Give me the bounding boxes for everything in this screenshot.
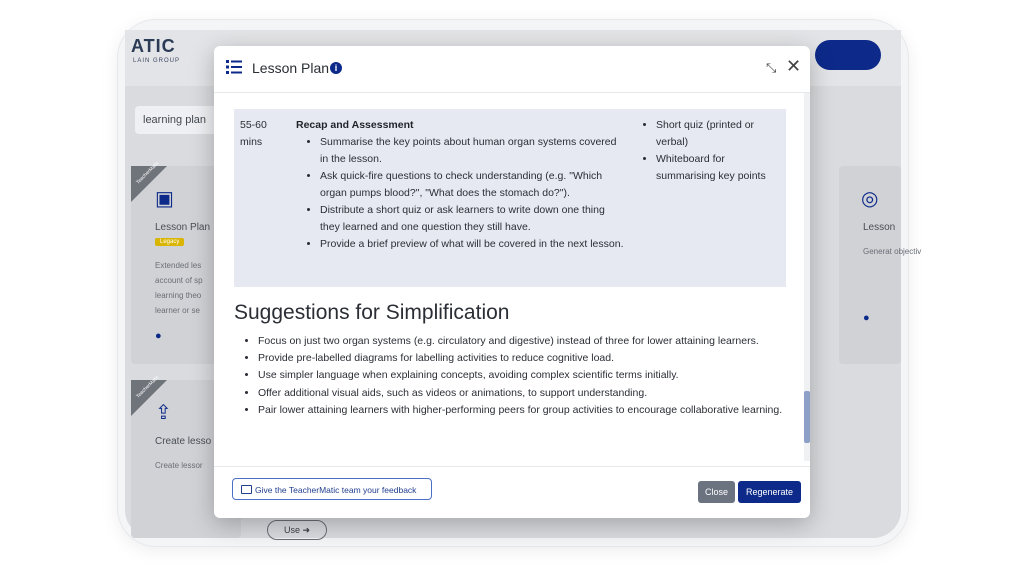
recap-time: 55-60 mins [240, 119, 267, 148]
close-button[interactable]: Close [698, 481, 735, 503]
suggestions-list [234, 333, 814, 419]
use-button[interactable]: Use ➜ [267, 520, 327, 540]
minimize-icon[interactable]: ⤡ [766, 60, 777, 75]
card-title: Lesson [863, 222, 896, 233]
share-icon: ⇪ [155, 402, 172, 424]
list-icon [226, 60, 242, 74]
lesson-plan-modal [214, 46, 810, 518]
search-input[interactable]: learning plan [135, 106, 253, 134]
target-icon: ◎ [861, 188, 879, 210]
recap-row [234, 109, 786, 287]
info-icon[interactable]: ● [155, 330, 162, 342]
list-item: • Offer additional visual aids, such as videos or animations, to support understanding. [258, 385, 814, 402]
card-description: Create lessor [155, 461, 203, 470]
regenerate-button[interactable]: Regenerate [738, 481, 801, 503]
legacy-badge: Legacy [155, 238, 184, 246]
header-action-button[interactable] [815, 40, 881, 70]
recap-list [296, 134, 626, 253]
card-description: Extended les account of sp learning theo learner or se [155, 261, 203, 315]
suggestions-heading: Suggestions for Simplification [234, 301, 510, 324]
list-item: • Ask quick-fire questions to check understanding (e.g. "Which organ pumps blood?", "What does the stomach do?"). [320, 168, 626, 202]
tool-card-lesson[interactable] [839, 166, 922, 364]
modal-body [214, 93, 810, 461]
info-icon[interactable]: i [330, 62, 342, 74]
card-description: Generat objectiv [863, 247, 922, 256]
list-item: • Pair lower attaining learners with higher-performing peers for group activities to encourage collaborative learning. [258, 402, 814, 419]
modal-footer [214, 466, 810, 519]
list-item: • Short quiz (printed or verbal) [656, 117, 780, 151]
close-icon[interactable]: ✕ [786, 56, 802, 76]
feedback-button[interactable] [232, 478, 432, 500]
feedback-label: Give the TeacherMatic team your feedback [255, 485, 417, 495]
brand-subtitle: LAIN GROUP [133, 58, 181, 64]
list-item: • Focus on just two organ systems (e.g. circulatory and digestive) instead of three for lower attaining learners. [258, 333, 814, 350]
modal-title: Lesson Plan [252, 60, 330, 76]
list-item: • Whiteboard for summarising key points [656, 151, 780, 185]
brand-logo: ATIC [131, 36, 176, 56]
list-item: • Provide a brief preview of what will be covered in the next lesson. [320, 236, 626, 253]
resources-list [640, 117, 780, 185]
list-item: • Provide pre-labelled diagrams for labelling activities to reduce cognitive load. [258, 350, 814, 367]
recap-heading: Recap and Assessment [296, 119, 414, 131]
scrollbar-thumb[interactable] [804, 391, 810, 443]
list-item: • Distribute a short quiz or ask learners to write down one thing they learned and one question they still have. [320, 202, 626, 236]
recap-resources [640, 117, 780, 185]
recap-activities [296, 117, 626, 253]
info-icon[interactable]: ● [863, 312, 870, 324]
modal-header [214, 46, 810, 93]
card-title: Lesson Plan [155, 222, 211, 233]
ribbon-label: TeacherMatic [135, 374, 161, 400]
ribbon-label: TeacherMatic [135, 160, 161, 186]
list-item: • Use simpler language when explaining concepts, avoiding complex scientific terms initially. [258, 367, 814, 384]
list-item: • Summarise the key points about human organ systems covered in the lesson. [320, 134, 626, 168]
card-title: Create lesso [155, 436, 212, 447]
message-icon [241, 485, 252, 494]
presentation-icon: ▣ [155, 188, 174, 210]
